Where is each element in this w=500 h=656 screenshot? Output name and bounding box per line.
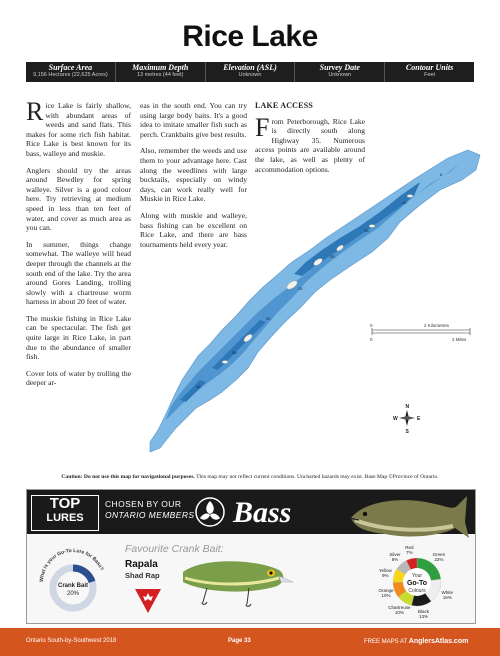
pie-label-white [433,590,461,600]
paragraph: rom Peterborough, Rice Lake is directly south along Highway 35. Numerous access points are available around the lake, as well as plenty of accommodation options. [255,116,365,174]
pie-label-value: 13% [418,614,428,620]
stat-label: Maximum Depth [132,63,189,72]
footer-publication: Ontario South-by-Southwest 2018 [26,638,117,644]
stat-value: Unknown [238,72,262,78]
paragraph: Along with muskie and walleye, bass fishing can be excellent on Rice Lake, and there are bass tournaments held every year. [140,210,247,249]
pie-label-green [425,552,453,562]
pie-label-name: Green [432,552,446,558]
paragraph: The muskie fishing in Rice Lake can be spectacular. The fish get quite large in Rice Lake, in part due to the abundance of smaller fish. [26,313,131,362]
page-footer [0,628,500,656]
paragraph: Cover lots of water by trolling the deeper ar- [26,368,131,388]
pie-label-chartreuse [385,605,413,615]
depth-label: 30 [266,316,271,321]
pie-label-name: White [441,590,453,596]
stat-label: Survey Date [319,63,360,72]
footer-page-number: Page 33 [228,638,251,644]
pie-label-red [395,545,423,555]
paragraph: Anglers should try the areas around Bewdley for spring walleye. Silver is a good colour here. Try retrieving at medium speed in less than ten feet of water, and cover as much area as you can. [26,165,131,233]
pie-label-value: 10% [394,609,404,615]
compass-s: S [405,429,409,435]
pie-center-bottom: Colours [408,588,426,594]
page-title: Rice Lake [182,20,318,53]
stat-value: Unknown [328,72,352,78]
scale-zero: 0 [370,323,373,328]
compass-e: E [417,416,421,422]
paragraph: eas in the south end. You can try using large body baits. It's a good idea to imitate smaller fish such as perch. Crankbaits give best results. [140,101,247,139]
top-lures-banner [27,490,475,534]
depth-label: 25 [298,286,303,291]
pie-center-top: Your [411,573,423,579]
compass-icon [393,404,421,435]
scale-km-label: 2 Kilometres [424,323,450,328]
depth-label: 15 [364,228,369,233]
compass-n: N [405,404,410,410]
chosen-line-1: CHOSEN BY OUR [105,499,182,509]
article-column-2 [140,101,247,256]
depth-label: 35 [232,350,237,355]
scale-mi-label: 2 Miles [452,337,467,342]
lure-model: Shad Rap [125,571,160,580]
bass-fish-icon [345,489,473,548]
paragraph: ice Lake is fairly shallow, with abundant areas of weeds and sand flats. This makes for some rich fish habitat. Rice Lake is best known for its bass, walleye and muskie. [26,101,131,158]
go-to-lure-ring-chart [33,538,113,618]
stat-value: 9,156 Hectares (22,625 Acres) [33,72,108,78]
pie-label-name: Chartreuse [388,604,411,610]
paragraph: Also, remember the weeds and use them to your advantage here. Cast along the weedlines with large bucktails, especially on windy days, can work really well for Muskie in Rice Lake. [140,146,247,204]
pie-label-black [410,609,438,619]
pie-label-value: 8% [391,557,399,563]
depth-label: 10 [402,200,407,205]
lure-name: Rapala [125,559,158,570]
drop-cap: R [26,97,44,126]
caution-bold: Caution: Do not use this map for navigational purposes. [61,474,195,480]
stat-label: Elevation (ASL) [223,63,277,72]
trillium-logo-icon [195,496,225,528]
compass-w: W [393,416,398,422]
ring-percent: 20% [66,591,80,597]
drop-cap: F [255,112,270,142]
pie-label-value: 10% [381,593,391,599]
pie-label-value: 22% [434,557,444,563]
map-scale-bar [370,323,470,342]
footer-site-name: AnglersAtlas.com [408,638,469,645]
pie-label-orange [372,588,400,598]
pie-label-name: Orange [378,588,394,594]
pie-label-value: 9% [382,572,389,578]
scale-zero: 0 [370,337,373,342]
depth-label: 5 [440,172,443,177]
crankbait-lure-icon [167,552,297,612]
favourite-caption: Favourite Crank Bait: [125,543,224,555]
stat-label: Surface Area [48,63,93,72]
lures-label: LURES [46,512,84,524]
pie-label-value: 16% [442,595,452,601]
top-lures-badge [31,495,99,531]
ring-label: Crank Bait [57,583,89,589]
article-column-1 [26,97,131,395]
depth-label: 40 [196,384,201,389]
chosen-line-2: ONTARIO MEMBERS [105,510,195,520]
paragraph: In summer, things change somewhat. The walleye will head deeper through the channels at the south end of the lake. Try the area around Gores Landing, trolling slowly with a chartreuse worm harness in about 20 feet of water. [26,239,131,307]
pie-label-yellow [371,568,399,578]
caution-note [26,474,474,480]
pie-label-name: Yellow [378,567,392,573]
stat-value: Feet [424,72,436,78]
bass-title: Bass [233,496,292,529]
go-to-question-text: What is your Go-To Lure for Bass? [38,547,105,583]
pie-label-name: Red [405,544,414,550]
caution-text: This map may not reflect current conditions. Uncharted hazards may exist. Base Map ©Province of Ontario. [194,474,439,480]
article-column-3 [255,101,365,181]
depth-label: 20 [330,254,335,259]
top-label: TOP [49,495,81,512]
pie-center-main: Go-To [406,580,428,587]
top-lures-panel [26,489,476,624]
pie-label-value: 7% [406,549,413,555]
pie-label-name: Black [417,609,429,615]
footer-site [364,638,468,645]
stat-value: 13 metres (44 feet) [136,72,184,78]
chosen-by-members [105,499,194,521]
section-heading: LAKE ACCESS [255,101,313,110]
pie-label-name: Silver [389,552,401,558]
footer-site-prefix: FREE MAPS AT [364,639,409,645]
stat-label: Contour Units [405,63,454,72]
canada-leaf-badge-icon [133,587,163,615]
